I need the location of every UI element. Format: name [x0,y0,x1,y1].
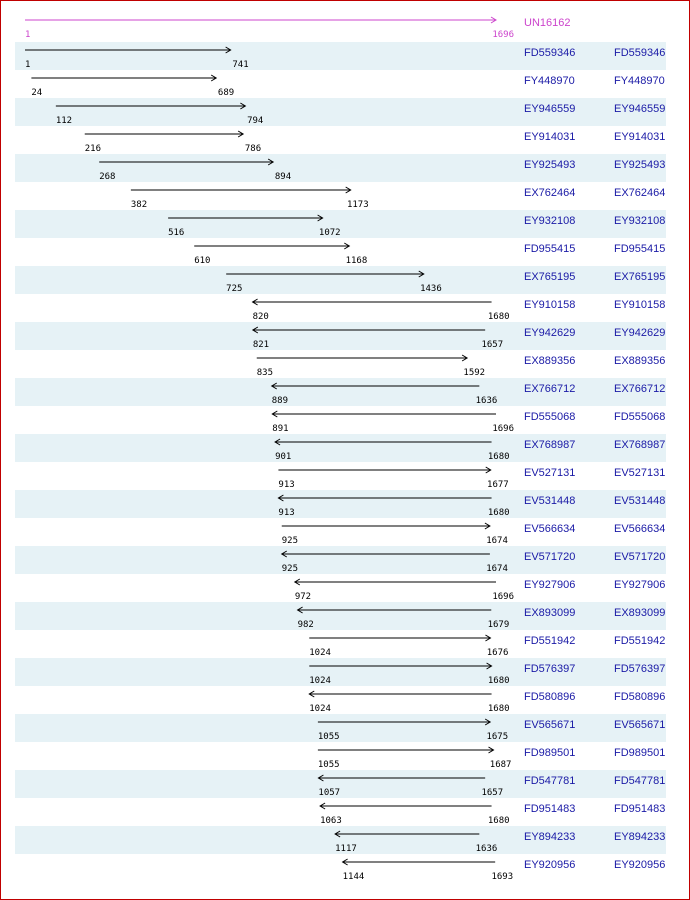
accession-link-secondary[interactable]: EV566634 [614,523,666,535]
accession-link-secondary[interactable]: EY927906 [614,579,666,591]
start-label: 1144 [342,872,365,882]
accession-link[interactable]: EY894233 [524,831,576,843]
reference-id-link[interactable]: UN16162 [524,17,571,29]
end-label: 689 [217,88,235,98]
accession-link[interactable]: EY946559 [524,103,576,115]
accession-link-secondary[interactable]: FD547781 [614,775,666,787]
start-label: 835 [256,368,274,378]
accession-link[interactable]: EX889356 [524,355,576,367]
start-label: 913 [278,508,295,518]
accession-link-secondary[interactable]: FY448970 [614,75,665,87]
start-label: 972 [294,592,312,602]
start-label: 1055 [317,732,340,742]
end-label: 1696 [492,592,514,602]
accession-link-secondary[interactable]: FD951483 [614,803,666,815]
accession-link-secondary[interactable]: FD955415 [614,243,666,255]
accession-link[interactable]: EY942629 [524,327,576,339]
accession-link[interactable]: EY920956 [524,859,576,871]
start-label: 268 [99,172,116,182]
start-label: 889 [271,396,289,406]
start-label: 925 [281,536,299,546]
start-label: 610 [194,256,211,266]
end-label: 1168 [345,256,368,266]
end-label: 1636 [475,844,498,854]
accession-link-secondary[interactable]: EY946559 [614,103,666,115]
accession-link-secondary[interactable]: EY925493 [614,159,666,171]
accession-link-secondary[interactable]: FD580896 [614,691,666,703]
start-label: 820 [252,312,269,322]
accession-link-secondary[interactable]: EY920956 [614,859,666,871]
accession-link[interactable]: EY910158 [524,299,576,311]
start-label: 112 [55,116,73,126]
accession-link[interactable]: FD989501 [524,747,576,759]
end-label: 1696 [492,424,514,434]
start-label: 891 [272,424,289,434]
end-label: 1592 [463,368,486,378]
end-label: 1680 [487,508,510,518]
accession-link-secondary[interactable]: EX889356 [614,355,666,367]
end-label: 1676 [486,648,509,658]
accession-link[interactable]: FD555068 [524,411,576,423]
start-label: 1055 [317,760,340,770]
end-label: 786 [244,144,262,154]
end-label: 1675 [486,732,509,742]
start-label: 1117 [335,844,357,854]
accession-link[interactable]: FD559346 [524,47,576,59]
end-label: 1679 [487,620,510,630]
accession-link-secondary[interactable]: EX766712 [614,383,666,395]
start-label: 24 [31,88,43,98]
accession-link-secondary[interactable]: EX893099 [614,607,666,619]
end-label: 1687 [489,760,512,770]
accession-link-secondary[interactable]: FD555068 [614,411,666,423]
start-label: 925 [281,564,299,574]
reference-start-label: 1 [25,30,31,40]
end-label: 1680 [487,312,510,322]
accession-link[interactable]: EV571720 [524,551,576,563]
end-label: 794 [247,116,264,126]
accession-link[interactable]: FD955415 [524,243,576,255]
end-label: 1173 [346,200,369,210]
accession-link-secondary[interactable]: EY894233 [614,831,666,843]
accession-link[interactable]: EX893099 [524,607,576,619]
end-label: 1072 [318,228,341,238]
accession-link[interactable]: EY932108 [524,215,576,227]
accession-link[interactable]: EY914031 [524,131,576,143]
start-label: 216 [84,144,102,154]
accession-link[interactable]: EV565671 [524,719,576,731]
start-label: 1024 [309,676,331,686]
accession-link-secondary[interactable]: FD551942 [614,635,666,647]
end-label: 1693 [491,872,514,882]
accession-link[interactable]: FD576397 [524,663,576,675]
end-label: 1677 [487,480,509,490]
accession-link[interactable]: EX768987 [524,439,576,451]
end-label: 894 [274,172,292,182]
start-label: 1024 [309,704,331,714]
start-label: 1024 [309,648,331,658]
end-label: 1680 [487,704,510,714]
end-label: 1680 [487,452,510,462]
end-label: 1636 [475,396,498,406]
end-label: 1657 [481,788,504,798]
end-label: 741 [232,60,249,70]
accession-link-secondary[interactable]: EV527131 [614,467,666,479]
start-label: 1063 [320,816,342,826]
accession-link[interactable]: EX765195 [524,271,576,283]
start-label: 382 [130,200,148,210]
accession-link-secondary[interactable]: EX768987 [614,439,666,451]
accession-link-secondary[interactable]: EY914031 [614,131,666,143]
start-label: 1057 [318,788,341,798]
end-label: 1674 [486,564,508,574]
start-label: 725 [226,284,243,294]
accession-link-secondary[interactable]: FD989501 [614,747,666,759]
accession-link-secondary[interactable]: EY910158 [614,299,666,311]
start-label: 821 [252,340,270,350]
accession-link[interactable]: FD551942 [524,635,576,647]
start-label: 901 [275,452,292,462]
accession-link[interactable]: EV531448 [524,495,576,507]
accession-link-secondary[interactable]: EV531448 [614,495,666,507]
accession-link[interactable]: EY925493 [524,159,576,171]
accession-link[interactable]: FD547781 [524,775,576,787]
end-label: 1674 [486,536,508,546]
start-label: 913 [278,480,295,490]
accession-link[interactable]: FD951483 [524,803,576,815]
accession-link-secondary[interactable]: EX765195 [614,271,666,283]
accession-link-secondary[interactable]: FD576397 [614,663,666,675]
accession-link[interactable]: EV527131 [524,467,576,479]
end-label: 1436 [420,284,442,294]
start-label: 1 [25,60,31,70]
accession-link-secondary[interactable]: EY942629 [614,327,666,339]
accession-link[interactable]: EX766712 [524,383,576,395]
accession-link-secondary[interactable]: EV565671 [614,719,666,731]
reference-end-label: 1696 [492,30,514,40]
accession-link[interactable]: EV566634 [524,523,576,535]
accession-link[interactable]: EY927906 [524,579,576,591]
accession-link-secondary[interactable]: EX762464 [614,187,666,199]
accession-link[interactable]: EX762464 [524,187,576,199]
accession-link[interactable]: FD580896 [524,691,576,703]
end-label: 1680 [487,676,510,686]
accession-link-secondary[interactable]: EY932108 [614,215,666,227]
accession-link-secondary[interactable]: FD559346 [614,47,666,59]
start-label: 516 [168,228,185,238]
end-label: 1657 [481,340,504,350]
accession-link-secondary[interactable]: EV571720 [614,551,666,563]
accession-link[interactable]: FY448970 [524,75,575,87]
end-label: 1680 [487,816,510,826]
start-label: 982 [297,620,314,630]
